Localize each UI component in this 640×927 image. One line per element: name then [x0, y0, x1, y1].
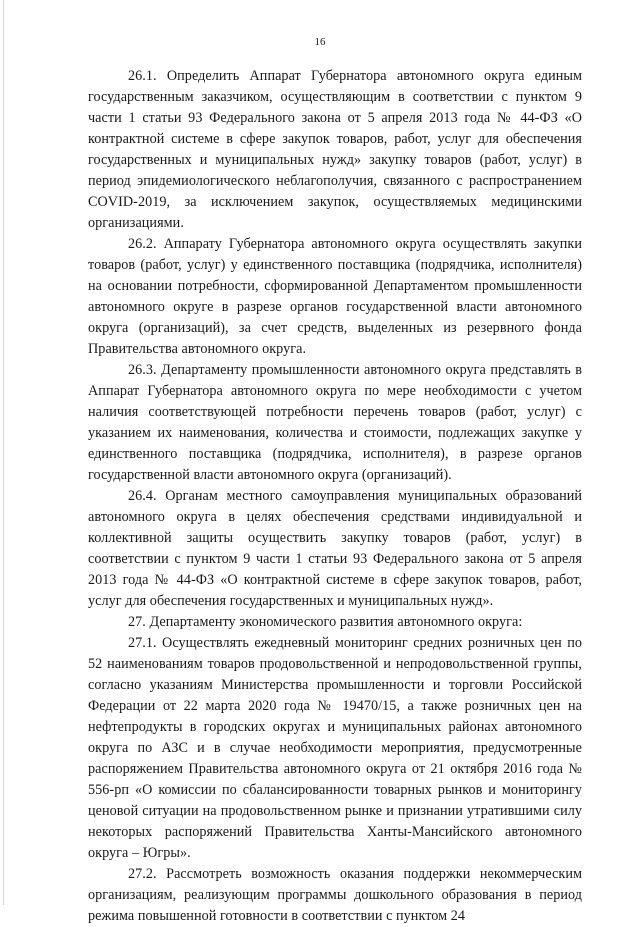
paragraph-26-1: 26.1. Определить Аппарат Губернатора автономного округа единым государственным заказчиком, осуществляющим в соответствии с пунктом 9 части 1 статьи 93 Федерального закона от 5 апреля 2013 года № 44-ФЗ «О контрактной системе в сфере закупок товаров, работ, услуг для обеспечения государственных и муниципальных нужд» закупку товаров (работ, услуг) в период эпидемиологического неблагополучия, связанного с распространением COVID-2019, за исключением закупок, осуществляемых медицинскими организациями. [88, 68, 582, 231]
paragraph-27-2: 27.2. Рассмотреть возможность оказания поддержки некоммерческим организациям, реализующим программы дошкольного образования в период режима повышенной готовности в соответствии с пунктом 24 [88, 866, 582, 924]
page-edge [3, 0, 4, 905]
paragraph-26-4: 26.4. Органам местного самоуправления муниципальных образований автономного округа в целях обеспечения средствами индивидуальной и коллективной защиты осуществить закупку товаров (работ, услуг) в соответствии с пунктом 9 части 1 статьи 93 Федерального закона от 5 апреля 2013 года № 44-ФЗ «О контрактной системе в сфере закупок товаров, работ, услуг для обеспечения государственных и муниципальных нужд». [88, 488, 582, 609]
page-number: 16 [314, 36, 326, 48]
paragraph-27-1: 27.1. Осуществлять ежедневный мониторинг средних розничных цен по 52 наименованиям товаров продовольственной и непродовольственной группы, согласно указаниям Министерства промышленности и торговли Российской Федерации от 22 марта 2020 года № 19470/15, а также розничных цен на нефтепродукты в городских округах и муниципальных районах автономного округа по АЗС и в случае необходимости мероприятия, предусмотренные распоряжением Правительства автономного округа от 21 октября 2016 года № 556-рп «О комиссии по сбалансированности товарных рынков и мониторингу ценовой ситуации на продовольственном рынке и признании утратившими силу некоторых распоряжений Правительства Ханты-Мансийского автономного округа – Югры». [88, 635, 582, 861]
document-body [88, 66, 582, 927]
paragraph-26-3: 26.3. Департаменту промышленности автономного округа представлять в Аппарат Губернатора автономного округа по мере необходимости с учетом наличия соответствующей потребности перечень товаров (работ, услуг) с указанием их наименования, количества и стоимости, подлежащих закупке у единственного поставщика (подрядчика, исполнителя), в разрезе органов государственной власти автономного округа (организаций). [88, 362, 582, 483]
paragraph-27: 27. Департаменту экономического развития автономного округа: [128, 614, 523, 630]
paragraph-26-2: 26.2. Аппарату Губернатора автономного округа осуществлять закупки товаров (работ, услуг) у единственного поставщика (подрядчика, исполнителя) на основании потребности, сформированной Департаментом промышленности автономного округе в разрезе органов государственной власти автономного округа (организаций), за счет средств, выделенных из резервного фонда Правительства автономного округа. [88, 236, 582, 357]
